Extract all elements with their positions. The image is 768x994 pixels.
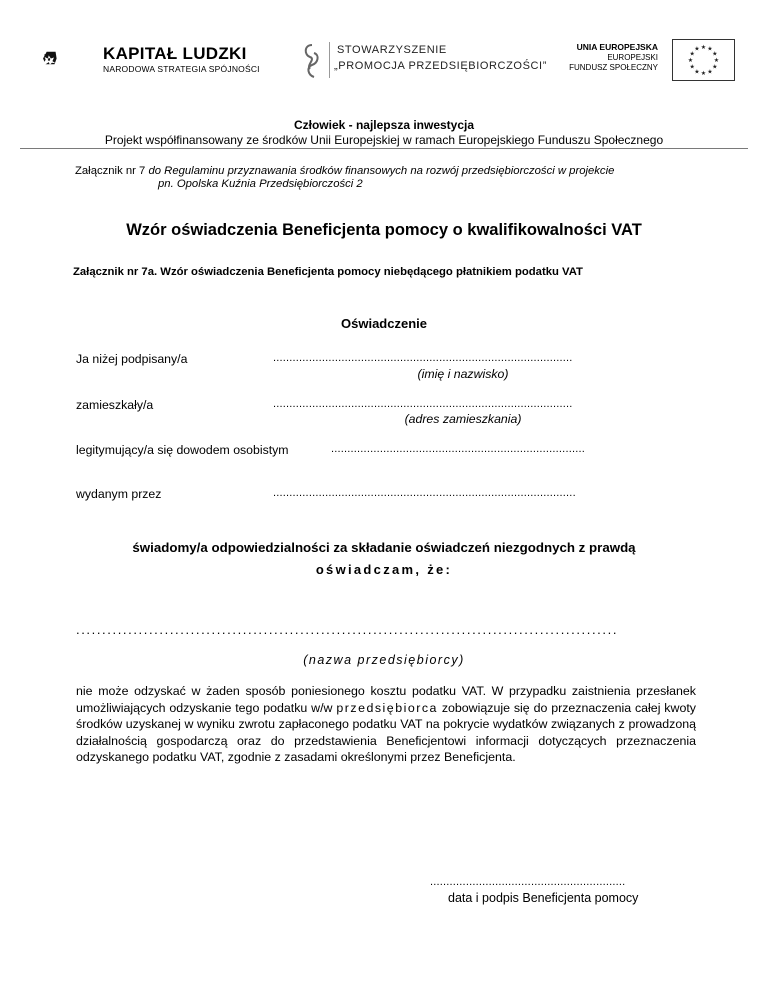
issued-by-label: wydanym przez [76, 487, 162, 501]
annex-description: do Regulaminu przyznawania środków finansowych na rozwój przedsiębiorczości w projekcie [148, 165, 615, 177]
address-field[interactable]: ............................................................................................ [273, 398, 573, 410]
eu-star-icon: ★ [687, 58, 694, 64]
id-field[interactable]: .............................................................................. [331, 443, 585, 455]
declaration-body-entrepreneur: przedsiębiorca [336, 700, 438, 715]
declaration-body-part2: zobowiązuje się do przeznaczenia całej kwoty środków uzyskanej w wyniku zwrotu zapłaconego podatku VAT na pokrycie wydatków związanych z prowadzoną działalnością gospodarczą oraz do przedstawienia Beneficjentowi informacji dotyczących przeznaczenia odzyskanego podatku VAT, zgodnie z zasadami określonymi przez Beneficjenta. [76, 700, 696, 765]
eu-star-icon: ★ [700, 71, 707, 77]
name-label: Ja niżej podpisany/a [76, 352, 188, 366]
header-divider [20, 148, 748, 149]
statement-heading: Oświadczenie [341, 316, 427, 331]
eu-star-icon: ★ [707, 69, 713, 76]
annex-reference-line2: pn. Opolska Kuźnia Przedsiębiorczości 2 [158, 178, 363, 190]
eu-star-icon: ★ [700, 45, 707, 51]
eu-union-label: UNIA EUROPEJSKA [576, 42, 658, 52]
company-name-hint: (nazwa przedsiębiorcy) [303, 653, 465, 667]
document-subtitle: Załącznik nr 7a. Wzór oświadczenia Beneficjenta pomocy niebędącego płatnikiem podatku VAT [73, 266, 583, 278]
kapital-ludzki-subtitle: NARODOWA STRATEGIA SPÓJNOŚCI [103, 64, 260, 74]
kapital-ludzki-title: KAPITAŁ LUDZKI [103, 44, 247, 63]
eu-star-icon: ★ [689, 51, 695, 58]
eu-star-icon: ★ [712, 64, 718, 71]
declaration-heading: oświadczam, że: [315, 562, 453, 577]
eu-flag-icon [672, 39, 735, 81]
annex-reference-line1 [75, 165, 614, 177]
stowarzyszenie-divider [329, 42, 330, 78]
kapital-ludzki-logo [42, 30, 102, 86]
cofinancing-note: Projekt współfinansowany ze środków Unii Europejskiej w ramach Europejskiego Funduszu Społecznego [104, 133, 664, 147]
eu-star-icon: ★ [694, 69, 700, 76]
address-hint: (adres zamieszkania) [404, 412, 522, 426]
eu-fund-label-2: FUNDUSZ SPOŁECZNY [569, 63, 658, 72]
signature-label: data i podpis Beneficjenta pomocy [448, 891, 639, 905]
eu-star-icon: ★ [694, 46, 700, 53]
awareness-clause: świadomy/a odpowiedzialności za składanie oświadczeń niezgodnych z prawdą [132, 540, 636, 555]
stowarzyszenie-name-line1: STOWARZYSZENIE [337, 44, 447, 56]
name-field[interactable]: ............................................................................................ [273, 352, 573, 364]
name-hint: (imię i nazwisko) [417, 367, 509, 381]
eu-star-icon: ★ [689, 64, 695, 71]
motto: Człowiek - najlepsza inwestycja [293, 118, 475, 132]
eu-star-icon: ★ [713, 58, 720, 64]
company-name-field[interactable]: ........................................................................................................ [76, 622, 619, 637]
annex-number: Załącznik nr 7 [75, 165, 146, 177]
address-label: zamieszkały/a [76, 398, 154, 412]
declaration-body-part1: nie może odzyskać w żaden sposób poniesionego kosztu podatku VAT. W przypadku zaistnienia przesłanek umożliwiających odzyskanie tego podatku w/w [76, 684, 696, 715]
issued-by-field[interactable]: ............................................................................................. [273, 487, 576, 499]
stowarzyszenie-name-line2: „PROMOCJA PRZEDSIĘBIORCZOŚCI” [334, 60, 547, 72]
id-label: legitymujący/a się dowodem osobistym [76, 443, 289, 457]
eu-star-icon: ★ [707, 46, 713, 53]
document-title: Wzór oświadczenia Beneficjenta pomocy o kwalifikowalności VAT [126, 221, 642, 239]
signature-field[interactable]: ............................................................ [430, 876, 626, 888]
declaration-body [76, 683, 696, 766]
eu-star-icon: ★ [712, 51, 718, 58]
eu-fund-label-1: EUROPEJSKI [607, 53, 658, 62]
stowarzyszenie-logo [300, 43, 324, 79]
